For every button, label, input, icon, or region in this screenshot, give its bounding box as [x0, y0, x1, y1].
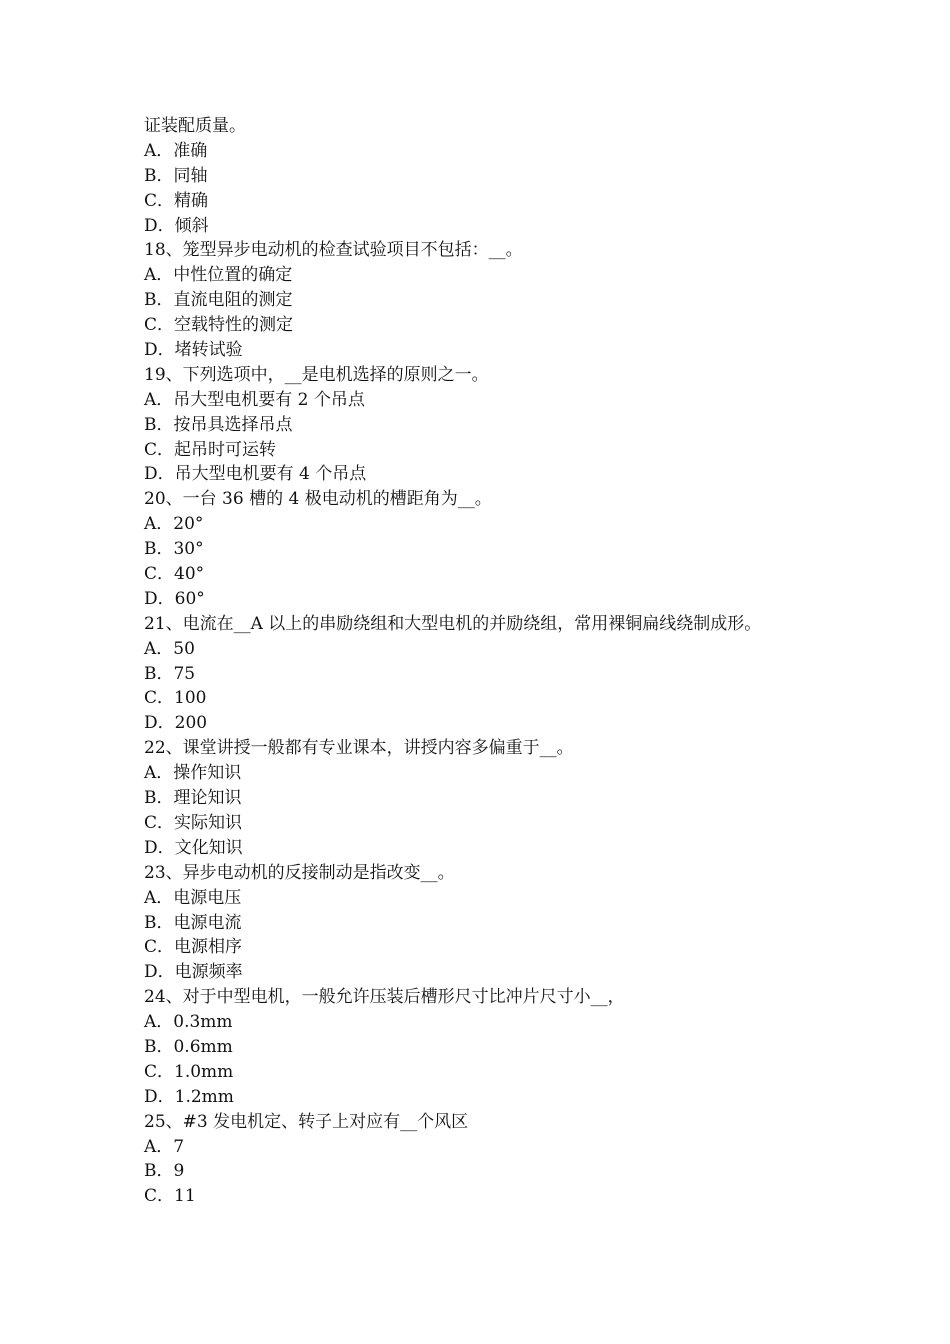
- option-line: B．30°: [144, 539, 204, 560]
- option-line: D．堵转试验: [144, 340, 243, 361]
- option-line: D．1.2mm: [144, 1086, 234, 1107]
- option-line: A．20°: [144, 514, 204, 535]
- question-18: 18、笼型异步电动机的检查试验项目不包括：__。: [144, 240, 523, 261]
- option-line: C．11: [144, 1186, 196, 1207]
- question-20: 20、一台 36 槽的 4 极电动机的槽距角为__。: [144, 489, 492, 510]
- option-line: B．9: [144, 1161, 185, 1182]
- question-19: 19、下列选项中，__是电机选择的原则之一。: [144, 364, 489, 385]
- option-line: C．电源相序: [144, 937, 243, 958]
- option-line: D．倾斜: [144, 215, 209, 236]
- option-line: B．0.6mm: [144, 1036, 233, 1057]
- question-25: 25、#3 发电机定、转子上对应有__个风区: [144, 1111, 469, 1132]
- option-line: D．200: [144, 713, 208, 734]
- option-line: B．直流电阻的测定: [144, 290, 293, 311]
- option-line: A．电源电压: [144, 887, 242, 908]
- question-23: 23、异步电动机的反接制动是指改变__。: [144, 862, 455, 883]
- option-line: A．7: [144, 1136, 185, 1157]
- option-line: C．1.0mm: [144, 1061, 234, 1082]
- option-line: A．吊大型电机要有 2 个吊点: [144, 389, 365, 410]
- option-line: B．理论知识: [144, 788, 242, 809]
- option-line: D．文化知识: [144, 837, 243, 858]
- option-line: D．60°: [144, 588, 205, 609]
- text-line: 证装配质量。: [144, 116, 246, 136]
- option-line: C．实际知识: [144, 812, 243, 833]
- question-21: 21、电流在__A 以上的串励绕组和大型电机的并励绕组，常用裸铜扁线绕制成形。: [144, 613, 762, 634]
- option-line: C．起吊时可运转: [144, 439, 277, 460]
- option-line: A．0.3mm: [144, 1012, 233, 1033]
- option-line: B．电源电流: [144, 912, 242, 933]
- option-line: C．40°: [144, 564, 205, 585]
- option-line: A．50: [144, 638, 195, 659]
- option-line: B．同轴: [144, 165, 208, 186]
- option-line: A．中性位置的确定: [144, 265, 293, 286]
- option-line: B．按吊具选择吊点: [144, 414, 293, 435]
- option-line: C．100: [144, 688, 207, 709]
- option-line: C．精确: [144, 190, 209, 211]
- question-list: [144, 114, 824, 1209]
- option-line: D．吊大型电机要有 4 个吊点: [144, 464, 367, 485]
- option-line: A．操作知识: [144, 763, 242, 784]
- question-24: 24、对于中型电机，一般允许压装后槽形尺寸比冲片尺寸小__，: [144, 987, 625, 1008]
- option-line: D．电源频率: [144, 962, 243, 983]
- option-line: A．准确: [144, 140, 208, 161]
- question-22: 22、课堂讲授一般都有专业课本，讲授内容多偏重于__。: [144, 738, 574, 759]
- option-line: C．空载特性的测定: [144, 315, 294, 336]
- option-line: B．75: [144, 663, 196, 684]
